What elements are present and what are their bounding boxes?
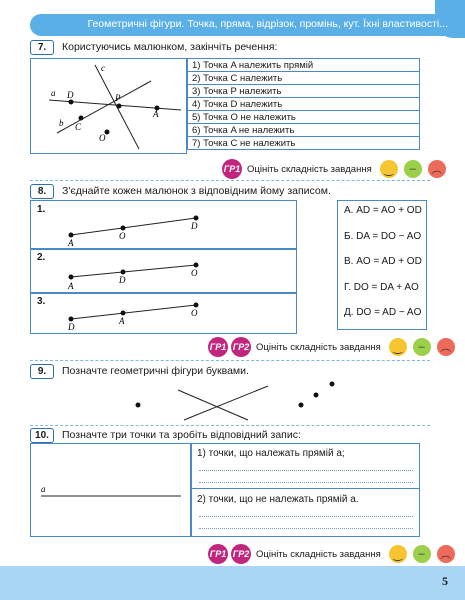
badge-gr2: ГР2 bbox=[231, 337, 251, 357]
task8-answers bbox=[337, 200, 427, 330]
answer-a[interactable]: А. AD = AO + OD bbox=[344, 205, 422, 216]
task10-q2: 2) точки, що не належать прямій a. bbox=[197, 494, 359, 505]
header-title: Геометричні фігури. Точка, пряма, відрізок, промінь, кут. Їхні властивості... bbox=[87, 18, 448, 30]
cell-number: 3. bbox=[37, 296, 46, 307]
task8-figures bbox=[30, 200, 297, 340]
task8-instruction: З'єднайте кожен малюнок з відповідним йому записом. bbox=[62, 185, 331, 197]
task8-rating bbox=[208, 336, 461, 358]
label-C: C bbox=[75, 122, 82, 132]
label-b: b bbox=[59, 118, 64, 128]
label-a: a bbox=[51, 88, 56, 98]
statement-4[interactable]: 4) Точка D належить bbox=[188, 98, 420, 111]
cell1-right-label: D bbox=[191, 221, 198, 231]
cell2-mid-label: D bbox=[119, 275, 126, 285]
task8-number: 8. bbox=[30, 184, 54, 199]
statement-5[interactable]: 5) Точка O не належить bbox=[188, 111, 420, 124]
task7-figure bbox=[30, 58, 187, 154]
task7-instruction: Користуючись малюнком, закінчіть речення: bbox=[62, 41, 278, 53]
medium-face-icon[interactable]: – bbox=[413, 338, 431, 356]
answer-line[interactable] bbox=[199, 516, 413, 517]
label-c: c bbox=[101, 63, 105, 73]
cell3-right-label: O bbox=[191, 308, 198, 318]
divider bbox=[191, 488, 419, 489]
task8-cell-2[interactable] bbox=[30, 248, 297, 294]
task8-heading bbox=[30, 184, 331, 198]
medium-face-icon[interactable]: – bbox=[413, 545, 431, 563]
easy-face-icon[interactable]: ‿ bbox=[389, 338, 407, 356]
answer-b[interactable]: Б. DA = DO − AO bbox=[344, 231, 422, 242]
hard-face-icon[interactable]: ︵ bbox=[428, 160, 446, 178]
statement-3[interactable]: 3) Точка P належить bbox=[188, 85, 420, 98]
label-P: P bbox=[115, 93, 121, 103]
rating-text: Оцініть складність завдання bbox=[256, 548, 381, 560]
page-header bbox=[0, 0, 465, 38]
task8-cell-1[interactable] bbox=[30, 200, 297, 250]
label-D: D bbox=[67, 90, 74, 100]
cell3-left-label: D bbox=[68, 322, 75, 332]
answer-g[interactable]: Г. DO = DA + AO bbox=[344, 282, 419, 293]
badge-gr2: ГР2 bbox=[231, 544, 251, 564]
divider bbox=[30, 180, 430, 181]
badge-gr1: ГР1 bbox=[208, 544, 228, 564]
statement-6[interactable]: 6) Точка A не належить bbox=[188, 124, 420, 137]
cell3-mid-label: A bbox=[119, 316, 125, 326]
task9-instruction: Позначте геометричні фігури буквами. bbox=[62, 365, 249, 377]
hard-face-icon[interactable]: ︵ bbox=[437, 338, 455, 356]
page-number: 5 bbox=[442, 573, 448, 588]
divider bbox=[30, 425, 430, 426]
answer-line[interactable] bbox=[199, 482, 413, 483]
task9-figures[interactable] bbox=[120, 378, 350, 423]
medium-face-icon[interactable]: – bbox=[404, 160, 422, 178]
task10-answer-area bbox=[190, 443, 420, 537]
hard-face-icon[interactable]: ︵ bbox=[437, 545, 455, 563]
badge-gr1: ГР1 bbox=[208, 337, 228, 357]
cell2-left-label: A bbox=[68, 281, 74, 291]
statement-7[interactable]: 7) Точка C не належить bbox=[188, 137, 420, 150]
task9-heading bbox=[30, 364, 249, 378]
cell1-mid-label: O bbox=[119, 231, 126, 241]
task10-q1: 1) точки, що належать прямій a; bbox=[197, 448, 345, 459]
answer-line[interactable] bbox=[199, 470, 413, 471]
easy-face-icon[interactable]: ‿ bbox=[380, 160, 398, 178]
task7-figure-svg bbox=[31, 59, 186, 153]
rating-text: Оцініть складність завдання bbox=[247, 163, 372, 175]
task8-cell-3[interactable] bbox=[30, 292, 297, 334]
task7-number: 7. bbox=[30, 40, 54, 55]
cell-number: 1. bbox=[37, 204, 46, 215]
task10-instruction: Позначте три точки та зробіть відповідний запис: bbox=[62, 429, 301, 441]
badge-gr1: ГР1 bbox=[222, 159, 242, 179]
cell1-left-label: A bbox=[68, 238, 74, 248]
statement-2[interactable]: 2) Точка C належить bbox=[188, 72, 420, 85]
point-C bbox=[79, 116, 84, 121]
page-footer bbox=[0, 566, 465, 600]
task10-heading bbox=[30, 428, 301, 442]
task10-number: 10. bbox=[30, 428, 54, 443]
label-A: A bbox=[153, 109, 159, 119]
point-P bbox=[117, 104, 122, 109]
task10-rating bbox=[208, 543, 461, 565]
rating-text: Оцініть складність завдання bbox=[256, 341, 381, 353]
answer-v[interactable]: В. AO = AD + OD bbox=[344, 256, 422, 267]
divider bbox=[30, 360, 430, 361]
cell-number: 2. bbox=[37, 252, 46, 263]
answer-line[interactable] bbox=[199, 528, 413, 529]
task7-heading bbox=[30, 40, 277, 54]
task10-drawing-area[interactable] bbox=[30, 443, 192, 537]
task7-rating bbox=[222, 158, 452, 180]
line-a-label: a bbox=[41, 484, 46, 494]
easy-face-icon[interactable]: ‿ bbox=[389, 545, 407, 563]
label-O: O bbox=[99, 133, 106, 143]
task9-number: 9. bbox=[30, 364, 54, 379]
point-D bbox=[69, 100, 74, 105]
statement-1[interactable]: 1) Точка A належить прямій bbox=[188, 59, 420, 72]
answer-d[interactable]: Д. DO = AD − AO bbox=[344, 307, 422, 318]
task7-statements bbox=[187, 58, 420, 150]
cell2-right-label: O bbox=[191, 268, 198, 278]
